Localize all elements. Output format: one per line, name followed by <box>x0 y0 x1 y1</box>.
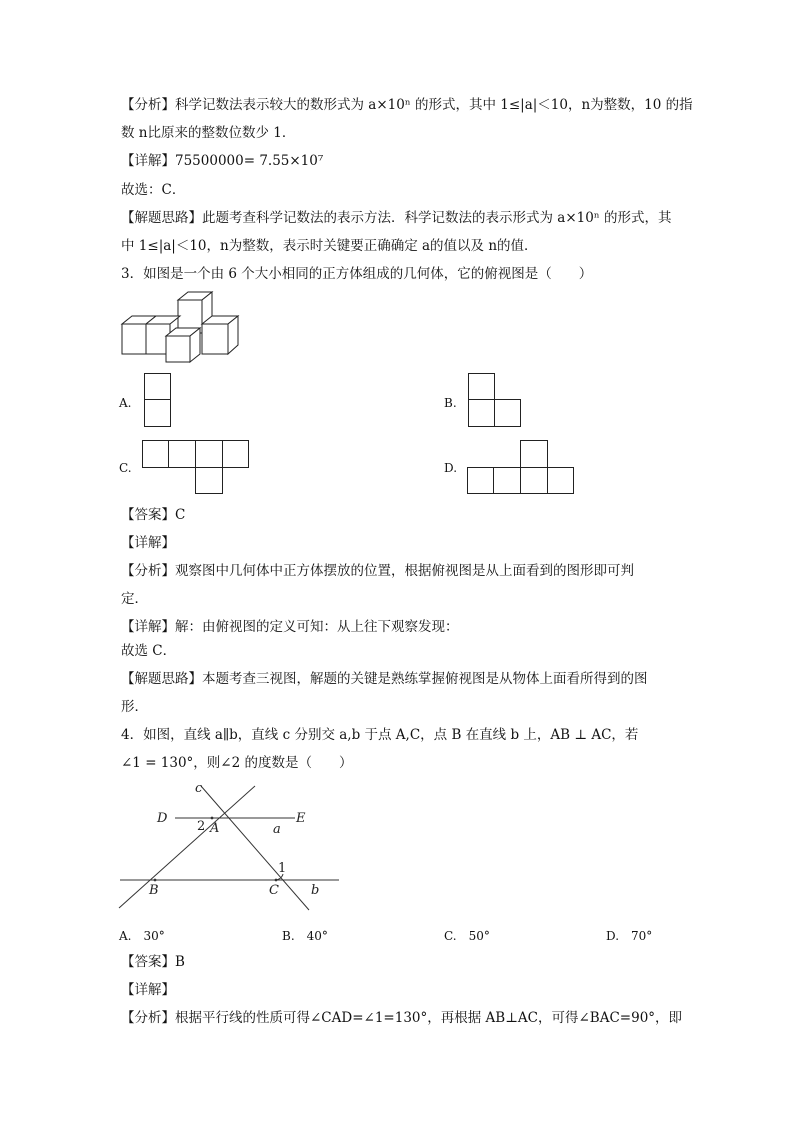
q4-label-b-line: b <box>311 883 320 898</box>
q3-analysis-2: 定． <box>121 591 148 607</box>
q3-option-a-figure <box>144 373 172 429</box>
q4-label-a-line: a <box>273 822 281 837</box>
q3-option-d-figure <box>467 440 577 496</box>
q3-option-b-figure <box>468 373 524 429</box>
q4-geometry-figure <box>115 780 345 915</box>
q3-option-c-figure <box>142 440 252 496</box>
q3-option-b-label[interactable]: B. <box>444 396 457 410</box>
q4-option-a[interactable]: A. 30° <box>119 929 165 943</box>
q4-point-c <box>275 879 278 882</box>
sol2-analysis-1: 【分析】科学记数法表示较大的数形式为 a×10ⁿ 的形式，其中 1≤|a|＜10，n为整数，10 的指 <box>121 97 693 113</box>
q4-stem-2: ∠1 = 130°，则∠2 的度数是（ ） <box>121 755 353 771</box>
q4-label-d: D <box>157 811 168 826</box>
q3-choice: 故选 C． <box>121 643 177 659</box>
sol2-choice: 故选：C． <box>121 182 186 198</box>
q3-stem: 3．如图是一个由 6 个大小相同的正方体组成的几何体，它的俯视图是（ ） <box>121 266 593 282</box>
sol2-idea-1: 【解题思路】此题考查科学记数法的表示方法．科学记数法的表示形式为 a×10ⁿ 的形式，其 <box>121 210 672 226</box>
q4-label-c: C <box>269 883 279 898</box>
q4-label-angle-1: 1 <box>278 861 287 876</box>
q4-label-e: E <box>296 811 306 826</box>
q3-option-c-label[interactable]: C. <box>119 461 132 475</box>
q3-analysis-1: 【分析】观察图中几何体中正方体摆放的位置，根据俯视图是从上面看到的图形即可判 <box>121 563 634 579</box>
q3-detail: 【详解】解：由俯视图的定义可知：从上往下观察发现： <box>121 619 459 635</box>
sol2-detail: 【详解】75500000= 7.55×10⁷ <box>121 153 324 169</box>
q4-stem-1: 4．如图，直线 a∥b，直线 c 分别交 a,b 于点 A,C，点 B 在直线 b 上，AB ⊥ AC，若 <box>121 727 639 743</box>
sol2-idea-2: 中 1≤|a|＜10，n为整数，表示时关键要正确确定 a的值以及 n的值． <box>121 238 538 254</box>
q4-option-c[interactable]: C. 50° <box>444 929 490 943</box>
q3-answer: 【答案】C <box>121 507 186 523</box>
q3-idea-1: 【解题思路】本题考查三视图，解题的关键是熟练掌握俯视图是从物体上面看所得到的图 <box>121 671 648 687</box>
q3-idea-2: 形． <box>121 699 148 715</box>
q3-detail-head: 【详解】 <box>121 535 175 551</box>
q3-cube-figure <box>120 290 245 365</box>
q4-answer: 【答案】B <box>121 954 185 970</box>
q4-option-d[interactable]: D. 70° <box>606 929 653 943</box>
q4-analysis: 【分析】根据平行线的性质可得∠CAD=∠1=130°，再根据 AB⊥AC，可得∠BAC=90°，即 <box>121 1010 683 1026</box>
q4-label-c-line: c <box>195 781 203 796</box>
q4-point-a <box>211 817 214 820</box>
q4-label-a: A <box>210 821 220 836</box>
q4-label-angle-2: 2 <box>197 819 206 834</box>
q3-option-d-label[interactable]: D. <box>444 461 458 475</box>
q4-option-b[interactable]: B. 40° <box>282 929 328 943</box>
q4-point-b <box>154 879 157 882</box>
q4-detail-head: 【详解】 <box>121 982 175 998</box>
q3-option-a-label[interactable]: A. <box>119 396 132 410</box>
sol2-analysis-2: 数 n比原来的整数位数少 1． <box>121 125 296 141</box>
q4-label-b: B <box>149 883 159 898</box>
